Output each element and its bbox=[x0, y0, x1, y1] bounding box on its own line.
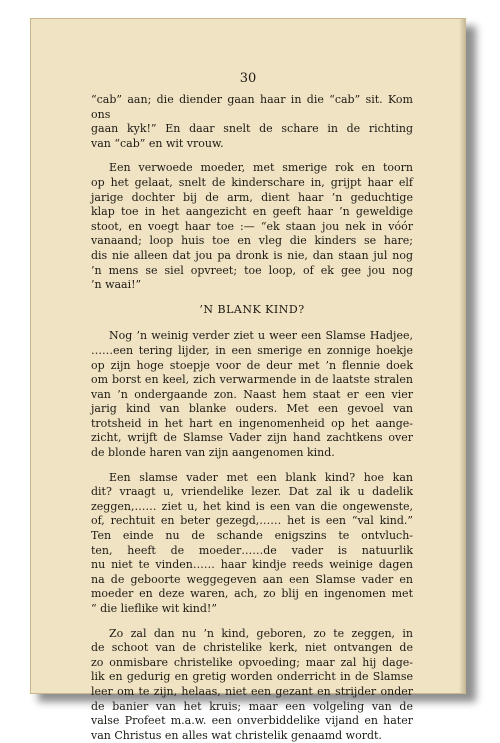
text-line: leer om te zijn, helaas, niet een gezant en strijder onder bbox=[91, 684, 413, 698]
text-line: Een verwoede moeder, met smerige rok en toorn bbox=[109, 161, 413, 175]
text-line: stoot, en voegt haar toe :— “ek staan jou nek in vóór bbox=[91, 219, 413, 233]
text-line: de banier van het kruis; maar een volgeling van de bbox=[91, 699, 413, 713]
page-number: 30 bbox=[239, 71, 257, 86]
text-line: jarige dochter bij de arm, dient haar ’n geduchtige bbox=[91, 190, 413, 204]
text-line: ten, heeft de moeder……de vader is natuurlik bbox=[91, 543, 413, 557]
scanned-page bbox=[30, 18, 466, 742]
text-line: “cab” aan; die diender gaan haar in die “cab” sit. Kom ons bbox=[91, 93, 413, 121]
text-line: “ die lieflike wit kind!” bbox=[91, 602, 217, 615]
text-line: of, rechtuit en beter gezegd,…… het is een “val kind.” bbox=[91, 514, 413, 528]
text-line: dit? vraagt u, vriendelike lezer. Dat zal ik u dadelik bbox=[91, 485, 413, 499]
text-line: Zo zal dan nu ’n kind, geboren, zo te zeggen, in bbox=[109, 626, 413, 640]
text-line: vanaand; loop huis toe en vleg die kinders se hare; bbox=[91, 234, 413, 248]
text-line: van ’n ondergaande zon. Naast hem staat er een vier bbox=[91, 387, 413, 401]
bottom-paragraphs bbox=[91, 329, 413, 743]
text-line: Een slamse vader met een blank kind? hoe kan bbox=[109, 470, 413, 484]
paragraph-gap bbox=[91, 151, 413, 161]
text-line: van “cab” en wit vrouw. bbox=[91, 136, 224, 150]
paragraph bbox=[91, 627, 413, 743]
text-column bbox=[91, 93, 413, 743]
text-line: dis nie alleen dat jou pa dronk is nie, dan staan jul nog bbox=[91, 248, 413, 262]
paragraph bbox=[91, 93, 413, 151]
text-line: de schoot van de christelike kerk, niet ontvangen de bbox=[91, 641, 413, 655]
top-paragraphs bbox=[91, 93, 413, 293]
text-line: ’n mens se siel opvreet; toe loop, of ek gee jou nog bbox=[91, 263, 413, 277]
text-line: gaan kyk!” En daar snelt de schare in de richting bbox=[91, 122, 413, 136]
text-line: jarig kind van blanke ouders. Met een gevoel van bbox=[91, 402, 413, 416]
text-line: ……een tering lijder, in een smerige en zonnige hoekje bbox=[91, 343, 413, 357]
paragraph-gap bbox=[91, 461, 413, 471]
text-line: na de geboorte weggegeven aan een Slamse vader en bbox=[91, 572, 413, 586]
page-edge-shading bbox=[459, 19, 465, 693]
text-line: zo onmisbare christelike opvoeding; maar zal hij dage- bbox=[91, 655, 413, 669]
paragraph bbox=[91, 329, 413, 460]
paragraph-gap bbox=[91, 617, 413, 627]
paragraph bbox=[91, 471, 413, 617]
text-line: op zijn hoge stoepje voor de deur met ’n flennie doek bbox=[91, 358, 413, 372]
text-line: valse Profeet m.a.w. een onverbiddelike vijand en hater bbox=[91, 714, 413, 728]
text-line: Ten einde nu de schande enigszins te ontvluch- bbox=[91, 529, 413, 543]
paragraph bbox=[91, 161, 413, 292]
text-line: om borst en keel, zich verwarmende in de laatste stralen bbox=[91, 373, 413, 387]
text-line: trotsheid in het hart en ingenomenheid op het aange- bbox=[91, 416, 413, 430]
text-line: de blonde haren van zijn aangenomen kind. bbox=[91, 446, 335, 460]
text-line: zicht, wrijft de Slamse Vader zijn hand zachtkens over bbox=[91, 431, 413, 445]
text-line: moeder en deze waren, ach, zo blij en ingenomen met bbox=[91, 587, 413, 601]
section-heading: ’N BLANK KIND? bbox=[199, 302, 305, 316]
text-line: zeggen,…… ziet u, het kind is een van die ongewenste, bbox=[91, 499, 413, 513]
text-line: klap toe in het aangezicht en geeft haar ’n geweldige bbox=[91, 205, 413, 219]
text-line: van Christus en alles wat christelik genaamd wordt. bbox=[91, 728, 382, 742]
text-line: nu niet te vinden…… haar kindje reeds weinige dagen bbox=[91, 558, 413, 572]
text-line: ’n waai!” bbox=[91, 278, 142, 292]
text-line: Nog ’n weinig verder ziet u weer een Slamse Hadjee, bbox=[109, 329, 413, 343]
text-line: op het gelaat, snelt de kinderschare in, grijpt haar elf bbox=[91, 175, 413, 189]
text-line: lik en gedurig en gretig worden onderricht in de Slamse bbox=[91, 670, 413, 684]
